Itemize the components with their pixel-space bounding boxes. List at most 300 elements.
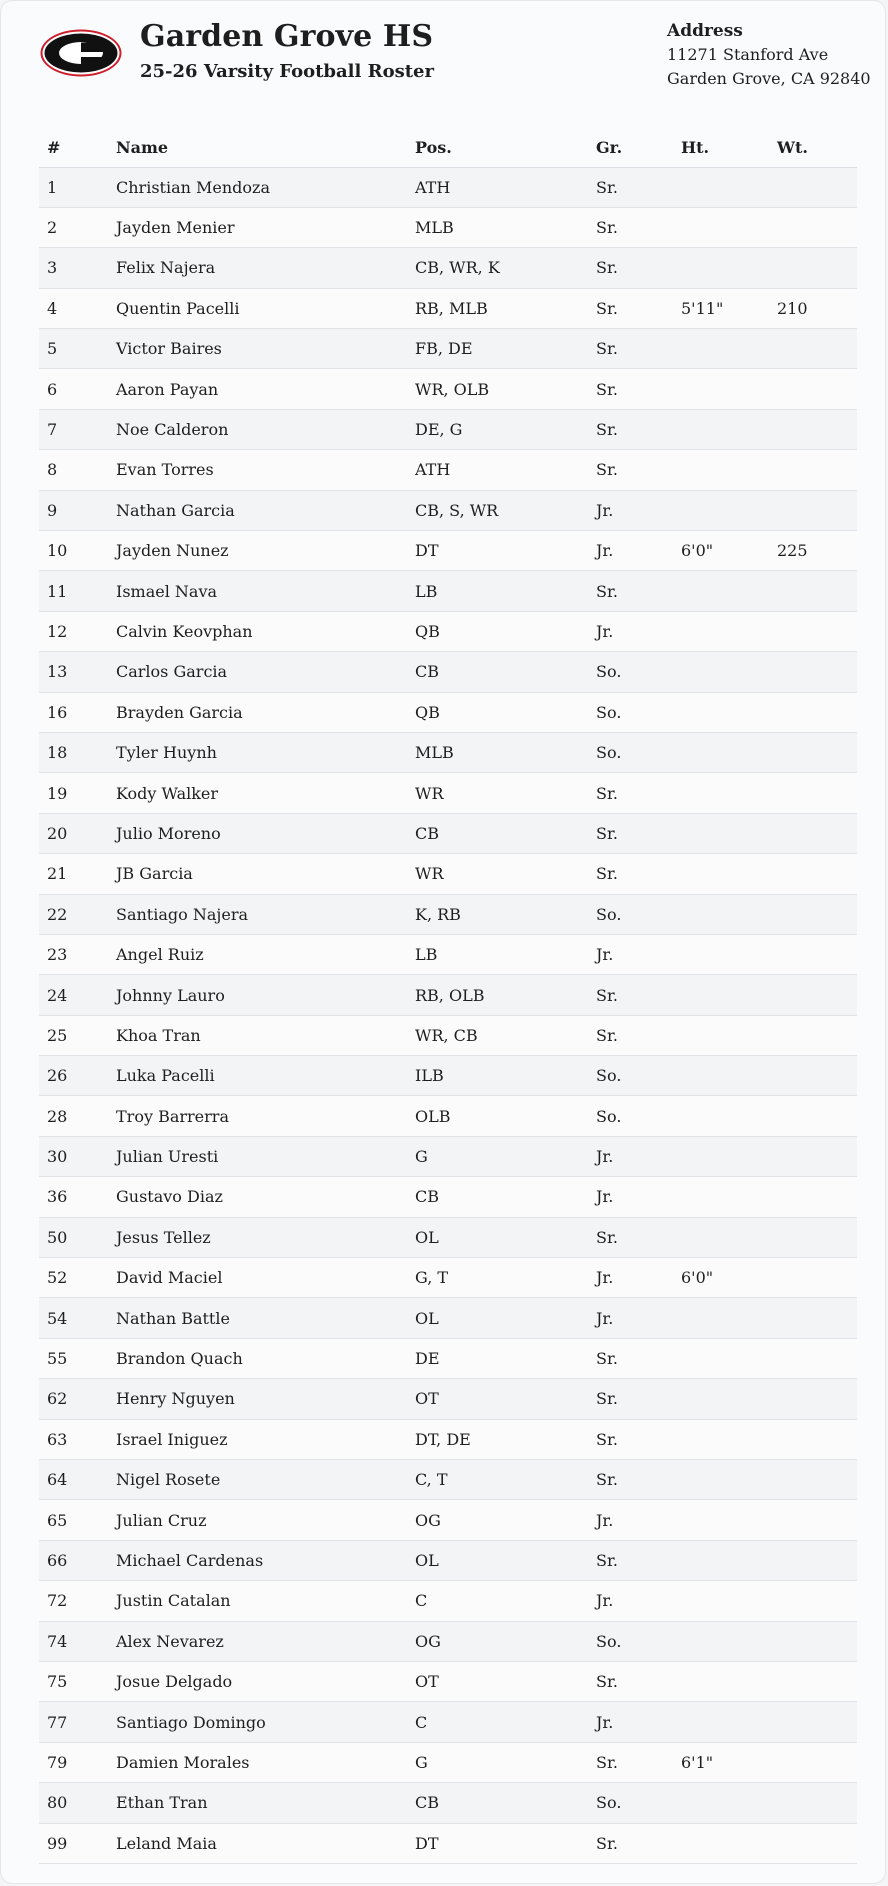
- player-name: Felix Najera: [108, 248, 407, 288]
- table-row: [39, 207, 857, 247]
- player-number: 77: [39, 1702, 108, 1742]
- player-grade: Sr.: [588, 167, 673, 207]
- player-position: OT: [407, 1379, 588, 1419]
- player-position: CB, S, WR: [407, 490, 588, 530]
- player-weight: [769, 1460, 857, 1500]
- player-grade: Sr.: [588, 1742, 673, 1782]
- table-row: [39, 1096, 857, 1136]
- player-weight: [769, 490, 857, 530]
- player-number: 52: [39, 1258, 108, 1298]
- player-weight: [769, 1621, 857, 1661]
- player-name: Damien Morales: [108, 1742, 407, 1782]
- table-row: [39, 531, 857, 571]
- player-name: David Maciel: [108, 1258, 407, 1298]
- player-number: 11: [39, 571, 108, 611]
- player-height: [673, 1540, 769, 1580]
- column-header-name: Name: [108, 129, 407, 167]
- table-row: [39, 813, 857, 853]
- player-grade: Sr.: [588, 450, 673, 490]
- table-row: [39, 1540, 857, 1580]
- player-position: WR: [407, 773, 588, 813]
- player-weight: [769, 1298, 857, 1338]
- player-grade: Jr.: [588, 490, 673, 530]
- player-grade: So.: [588, 1783, 673, 1823]
- table-row: [39, 1177, 857, 1217]
- player-number: 26: [39, 1056, 108, 1096]
- player-position: OG: [407, 1621, 588, 1661]
- player-position: G: [407, 1742, 588, 1782]
- player-grade: Sr.: [588, 1338, 673, 1378]
- player-height: [673, 1823, 769, 1863]
- player-grade: Sr.: [588, 409, 673, 449]
- player-number: 12: [39, 611, 108, 651]
- player-height: [673, 611, 769, 651]
- player-name: Noe Calderon: [108, 409, 407, 449]
- player-height: [673, 1379, 769, 1419]
- table-row: [39, 1379, 857, 1419]
- player-name: Khoa Tran: [108, 1015, 407, 1055]
- player-position: CB, WR, K: [407, 248, 588, 288]
- player-number: 6: [39, 369, 108, 409]
- player-name: Kody Walker: [108, 773, 407, 813]
- player-weight: [769, 1177, 857, 1217]
- player-height: [673, 1621, 769, 1661]
- player-weight: [769, 934, 857, 974]
- player-position: G: [407, 1136, 588, 1176]
- player-number: 13: [39, 652, 108, 692]
- player-number: 65: [39, 1500, 108, 1540]
- table-row: [39, 934, 857, 974]
- player-weight: [769, 248, 857, 288]
- player-position: RB, OLB: [407, 975, 588, 1015]
- player-position: OL: [407, 1217, 588, 1257]
- table-row: [39, 1258, 857, 1298]
- player-height: 6'1": [673, 1742, 769, 1782]
- player-name: Johnny Lauro: [108, 975, 407, 1015]
- address-line-2: Garden Grove, CA 92840: [667, 69, 871, 88]
- player-number: 72: [39, 1581, 108, 1621]
- player-height: 6'0": [673, 531, 769, 571]
- player-grade: Jr.: [588, 531, 673, 571]
- table-row: [39, 571, 857, 611]
- player-name: Michael Cardenas: [108, 1540, 407, 1580]
- player-number: 28: [39, 1096, 108, 1136]
- player-number: 55: [39, 1338, 108, 1378]
- player-number: 62: [39, 1379, 108, 1419]
- player-name: Jesus Tellez: [108, 1217, 407, 1257]
- player-name: Christian Mendoza: [108, 167, 407, 207]
- player-grade: Sr.: [588, 369, 673, 409]
- table-row: [39, 1419, 857, 1459]
- player-number: 36: [39, 1177, 108, 1217]
- table-row: [39, 288, 857, 328]
- player-grade: Sr.: [588, 248, 673, 288]
- player-weight: [769, 1823, 857, 1863]
- player-height: [673, 1298, 769, 1338]
- player-position: LB: [407, 934, 588, 974]
- player-grade: So.: [588, 1056, 673, 1096]
- player-height: [673, 1460, 769, 1500]
- player-height: [673, 450, 769, 490]
- player-name: Santiago Domingo: [108, 1702, 407, 1742]
- player-grade: So.: [588, 1621, 673, 1661]
- player-grade: Sr.: [588, 1661, 673, 1701]
- column-header-height: Ht.: [673, 129, 769, 167]
- table-row: [39, 490, 857, 530]
- player-number: 80: [39, 1783, 108, 1823]
- player-weight: [769, 1540, 857, 1580]
- player-position: OL: [407, 1298, 588, 1338]
- player-position: OG: [407, 1500, 588, 1540]
- player-grade: Sr.: [588, 975, 673, 1015]
- player-number: 20: [39, 813, 108, 853]
- table-row: [39, 854, 857, 894]
- player-grade: Jr.: [588, 611, 673, 651]
- column-header-position: Pos.: [407, 129, 588, 167]
- player-height: [673, 1015, 769, 1055]
- address-line-1: 11271 Stanford Ave: [667, 45, 829, 64]
- player-number: 9: [39, 490, 108, 530]
- player-height: [673, 571, 769, 611]
- player-grade: Jr.: [588, 1581, 673, 1621]
- player-position: C, T: [407, 1460, 588, 1500]
- player-position: CB: [407, 652, 588, 692]
- player-grade: Sr.: [588, 854, 673, 894]
- player-name: Julian Cruz: [108, 1500, 407, 1540]
- player-name: Tyler Huynh: [108, 732, 407, 772]
- player-name: Ismael Nava: [108, 571, 407, 611]
- player-position: FB, DE: [407, 329, 588, 369]
- player-grade: Sr.: [588, 329, 673, 369]
- player-number: 24: [39, 975, 108, 1015]
- table-row: [39, 369, 857, 409]
- player-grade: Jr.: [588, 1702, 673, 1742]
- player-height: [673, 1419, 769, 1459]
- player-weight: [769, 1661, 857, 1701]
- player-name: Israel Iniguez: [108, 1419, 407, 1459]
- player-number: 2: [39, 207, 108, 247]
- player-height: [673, 329, 769, 369]
- table-row: [39, 1661, 857, 1701]
- player-grade: Sr.: [588, 813, 673, 853]
- player-number: 23: [39, 934, 108, 974]
- player-height: [673, 248, 769, 288]
- player-position: CB: [407, 1783, 588, 1823]
- player-name: Henry Nguyen: [108, 1379, 407, 1419]
- player-name: Victor Baires: [108, 329, 407, 369]
- table-row: [39, 1621, 857, 1661]
- player-weight: [769, 409, 857, 449]
- table-row: [39, 1500, 857, 1540]
- player-name: Nathan Battle: [108, 1298, 407, 1338]
- player-grade: Sr.: [588, 1460, 673, 1500]
- player-number: 64: [39, 1460, 108, 1500]
- player-height: [673, 1338, 769, 1378]
- player-name: Josue Delgado: [108, 1661, 407, 1701]
- player-height: [673, 1136, 769, 1176]
- player-height: [673, 773, 769, 813]
- player-name: Calvin Keovphan: [108, 611, 407, 651]
- address-block: [667, 19, 871, 91]
- player-height: [673, 1500, 769, 1540]
- player-position: K, RB: [407, 894, 588, 934]
- player-position: DE: [407, 1338, 588, 1378]
- player-number: 25: [39, 1015, 108, 1055]
- table-row: [39, 894, 857, 934]
- player-height: [673, 369, 769, 409]
- column-header-number: #: [39, 129, 108, 167]
- player-height: [673, 1783, 769, 1823]
- table-row: [39, 652, 857, 692]
- player-position: DT: [407, 1823, 588, 1863]
- player-grade: So.: [588, 894, 673, 934]
- player-number: 3: [39, 248, 108, 288]
- player-number: 75: [39, 1661, 108, 1701]
- player-number: 99: [39, 1823, 108, 1863]
- player-position: QB: [407, 611, 588, 651]
- player-name: Jayden Nunez: [108, 531, 407, 571]
- player-weight: [769, 773, 857, 813]
- player-name: Carlos Garcia: [108, 652, 407, 692]
- player-grade: Sr.: [588, 1217, 673, 1257]
- player-weight: 225: [769, 531, 857, 571]
- player-number: 79: [39, 1742, 108, 1782]
- player-position: CB: [407, 1177, 588, 1217]
- player-number: 16: [39, 692, 108, 732]
- player-grade: Sr.: [588, 1823, 673, 1863]
- player-height: [673, 732, 769, 772]
- player-grade: Jr.: [588, 934, 673, 974]
- roster-table: [39, 129, 857, 1864]
- player-number: 74: [39, 1621, 108, 1661]
- player-weight: [769, 207, 857, 247]
- table-row: [39, 732, 857, 772]
- table-row: [39, 692, 857, 732]
- player-position: DT: [407, 531, 588, 571]
- player-weight: [769, 1096, 857, 1136]
- player-height: [673, 1661, 769, 1701]
- player-weight: [769, 369, 857, 409]
- player-grade: So.: [588, 692, 673, 732]
- player-position: OT: [407, 1661, 588, 1701]
- player-weight: [769, 1015, 857, 1055]
- player-height: [673, 1581, 769, 1621]
- player-position: WR, OLB: [407, 369, 588, 409]
- player-position: MLB: [407, 732, 588, 772]
- player-name: Nigel Rosete: [108, 1460, 407, 1500]
- player-height: [673, 894, 769, 934]
- player-position: LB: [407, 571, 588, 611]
- player-weight: [769, 1338, 857, 1378]
- player-weight: [769, 1581, 857, 1621]
- player-height: [673, 409, 769, 449]
- table-row: [39, 329, 857, 369]
- player-position: ATH: [407, 450, 588, 490]
- player-height: [673, 490, 769, 530]
- table-row: [39, 1056, 857, 1096]
- player-position: OLB: [407, 1096, 588, 1136]
- player-grade: Sr.: [588, 773, 673, 813]
- table-row: [39, 167, 857, 207]
- player-number: 5: [39, 329, 108, 369]
- player-weight: [769, 611, 857, 651]
- player-weight: [769, 813, 857, 853]
- player-name: Brandon Quach: [108, 1338, 407, 1378]
- table-row: [39, 1581, 857, 1621]
- player-weight: [769, 1056, 857, 1096]
- player-grade: So.: [588, 652, 673, 692]
- player-position: WR, CB: [407, 1015, 588, 1055]
- player-number: 50: [39, 1217, 108, 1257]
- player-weight: [769, 1136, 857, 1176]
- player-height: [673, 207, 769, 247]
- player-height: [673, 652, 769, 692]
- player-height: [673, 167, 769, 207]
- player-grade: So.: [588, 732, 673, 772]
- player-height: [673, 813, 769, 853]
- player-grade: Sr.: [588, 571, 673, 611]
- player-weight: [769, 1379, 857, 1419]
- player-grade: Jr.: [588, 1258, 673, 1298]
- player-name: Jayden Menier: [108, 207, 407, 247]
- player-number: 8: [39, 450, 108, 490]
- player-name: Quentin Pacelli: [108, 288, 407, 328]
- player-position: RB, MLB: [407, 288, 588, 328]
- player-position: QB: [407, 692, 588, 732]
- player-position: MLB: [407, 207, 588, 247]
- player-grade: Jr.: [588, 1136, 673, 1176]
- table-row: [39, 611, 857, 651]
- player-weight: [769, 894, 857, 934]
- player-grade: Sr.: [588, 207, 673, 247]
- player-height: [673, 1096, 769, 1136]
- player-name: Evan Torres: [108, 450, 407, 490]
- player-number: 30: [39, 1136, 108, 1176]
- player-name: Brayden Garcia: [108, 692, 407, 732]
- table-row: [39, 1338, 857, 1378]
- player-weight: [769, 975, 857, 1015]
- player-grade: Sr.: [588, 288, 673, 328]
- table-row: [39, 450, 857, 490]
- table-row: [39, 1742, 857, 1782]
- player-weight: [769, 732, 857, 772]
- player-weight: 210: [769, 288, 857, 328]
- player-weight: [769, 854, 857, 894]
- player-grade: Jr.: [588, 1298, 673, 1338]
- player-position: C: [407, 1581, 588, 1621]
- player-name: Troy Barrerra: [108, 1096, 407, 1136]
- player-weight: [769, 329, 857, 369]
- player-height: [673, 854, 769, 894]
- player-number: 19: [39, 773, 108, 813]
- player-name: Gustavo Diaz: [108, 1177, 407, 1217]
- player-name: Angel Ruiz: [108, 934, 407, 974]
- player-number: 63: [39, 1419, 108, 1459]
- player-height: [673, 1177, 769, 1217]
- player-height: 6'0": [673, 1258, 769, 1298]
- player-weight: [769, 692, 857, 732]
- player-weight: [769, 1783, 857, 1823]
- player-weight: [769, 167, 857, 207]
- player-name: Julian Uresti: [108, 1136, 407, 1176]
- player-name: Leland Maia: [108, 1823, 407, 1863]
- player-name: Julio Moreno: [108, 813, 407, 853]
- column-header-weight: Wt.: [769, 129, 857, 167]
- player-name: Luka Pacelli: [108, 1056, 407, 1096]
- player-name: Nathan Garcia: [108, 490, 407, 530]
- player-name: JB Garcia: [108, 854, 407, 894]
- player-number: 22: [39, 894, 108, 934]
- table-row: [39, 773, 857, 813]
- player-grade: Sr.: [588, 1540, 673, 1580]
- table-row: [39, 1783, 857, 1823]
- player-grade: Sr.: [588, 1015, 673, 1055]
- player-number: 1: [39, 167, 108, 207]
- player-number: 4: [39, 288, 108, 328]
- player-weight: [769, 1742, 857, 1782]
- roster-table-header: [39, 129, 857, 167]
- player-position: WR: [407, 854, 588, 894]
- table-row: [39, 1460, 857, 1500]
- table-row: [39, 409, 857, 449]
- table-row: [39, 248, 857, 288]
- player-position: C: [407, 1702, 588, 1742]
- garden-grove-g-logo-icon: [39, 28, 123, 78]
- player-height: [673, 1702, 769, 1742]
- player-number: 66: [39, 1540, 108, 1580]
- player-number: 10: [39, 531, 108, 571]
- player-name: Ethan Tran: [108, 1783, 407, 1823]
- header-row: [39, 129, 857, 167]
- player-weight: [769, 1217, 857, 1257]
- roster-table-body: [39, 167, 857, 1863]
- player-height: [673, 1056, 769, 1096]
- player-name: Santiago Najera: [108, 894, 407, 934]
- player-position: DT, DE: [407, 1419, 588, 1459]
- player-position: G, T: [407, 1258, 588, 1298]
- player-weight: [769, 652, 857, 692]
- player-position: ATH: [407, 167, 588, 207]
- player-weight: [769, 1702, 857, 1742]
- player-position: OL: [407, 1540, 588, 1580]
- player-number: 21: [39, 854, 108, 894]
- player-name: Aaron Payan: [108, 369, 407, 409]
- player-weight: [769, 450, 857, 490]
- player-height: [673, 1217, 769, 1257]
- player-position: ILB: [407, 1056, 588, 1096]
- player-weight: [769, 571, 857, 611]
- player-grade: So.: [588, 1096, 673, 1136]
- player-name: Alex Nevarez: [108, 1621, 407, 1661]
- player-height: 5'11": [673, 288, 769, 328]
- table-row: [39, 1702, 857, 1742]
- player-number: 54: [39, 1298, 108, 1338]
- player-height: [673, 692, 769, 732]
- table-row: [39, 1217, 857, 1257]
- player-number: 18: [39, 732, 108, 772]
- player-weight: [769, 1500, 857, 1540]
- player-weight: [769, 1258, 857, 1298]
- address-label: Address: [667, 21, 743, 41]
- player-grade: Sr.: [588, 1419, 673, 1459]
- player-height: [673, 934, 769, 974]
- player-grade: Jr.: [588, 1500, 673, 1540]
- player-weight: [769, 1419, 857, 1459]
- table-row: [39, 1298, 857, 1338]
- table-row: [39, 1136, 857, 1176]
- player-name: Justin Catalan: [108, 1581, 407, 1621]
- school-name: Garden Grove HS: [140, 19, 434, 54]
